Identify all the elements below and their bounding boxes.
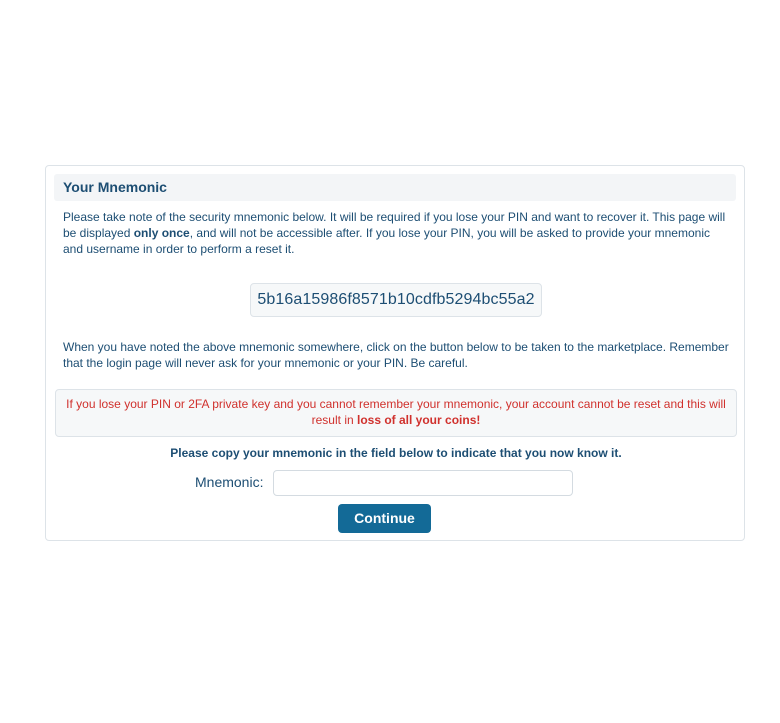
mnemonic-display: 5b16a15986f8571b10cdfb5294bc55a2 — [250, 283, 542, 317]
intro-text-part: , and will not be accessible after. If you lose your PIN, you will be asked to provide your mnemonic and username in order to perform a reset it. — [63, 226, 710, 256]
panel-title: Your Mnemonic — [54, 174, 736, 201]
mnemonic-field-label: Mnemonic: — [195, 474, 264, 490]
intro-text-emphasis: only once — [133, 226, 190, 240]
continue-button[interactable]: Continue — [338, 504, 431, 533]
intro-text — [63, 209, 733, 257]
warning-emphasis: loss of all your coins! — [357, 413, 481, 427]
intro-text-part: Please take note of the security mnemonic below. It will be required if you lose your PIN and want to recover it. This page will be displayed — [63, 210, 726, 240]
copy-instruction: Please copy your mnemonic in the field below to indicate that you now know it. — [170, 446, 622, 460]
warning-text: If you lose your PIN or 2FA private key and you cannot remember your mnemonic, your account cannot be reset and this will result in — [66, 397, 726, 427]
mnemonic-input[interactable] — [273, 470, 573, 496]
warning-alert — [55, 389, 737, 437]
mnemonic-panel — [45, 165, 745, 541]
notice-text: When you have noted the above mnemonic somewhere, click on the button below to be taken to the marketplace. Remember that the login page will never ask for your mnemonic or your PIN. Be careful. — [63, 340, 729, 370]
